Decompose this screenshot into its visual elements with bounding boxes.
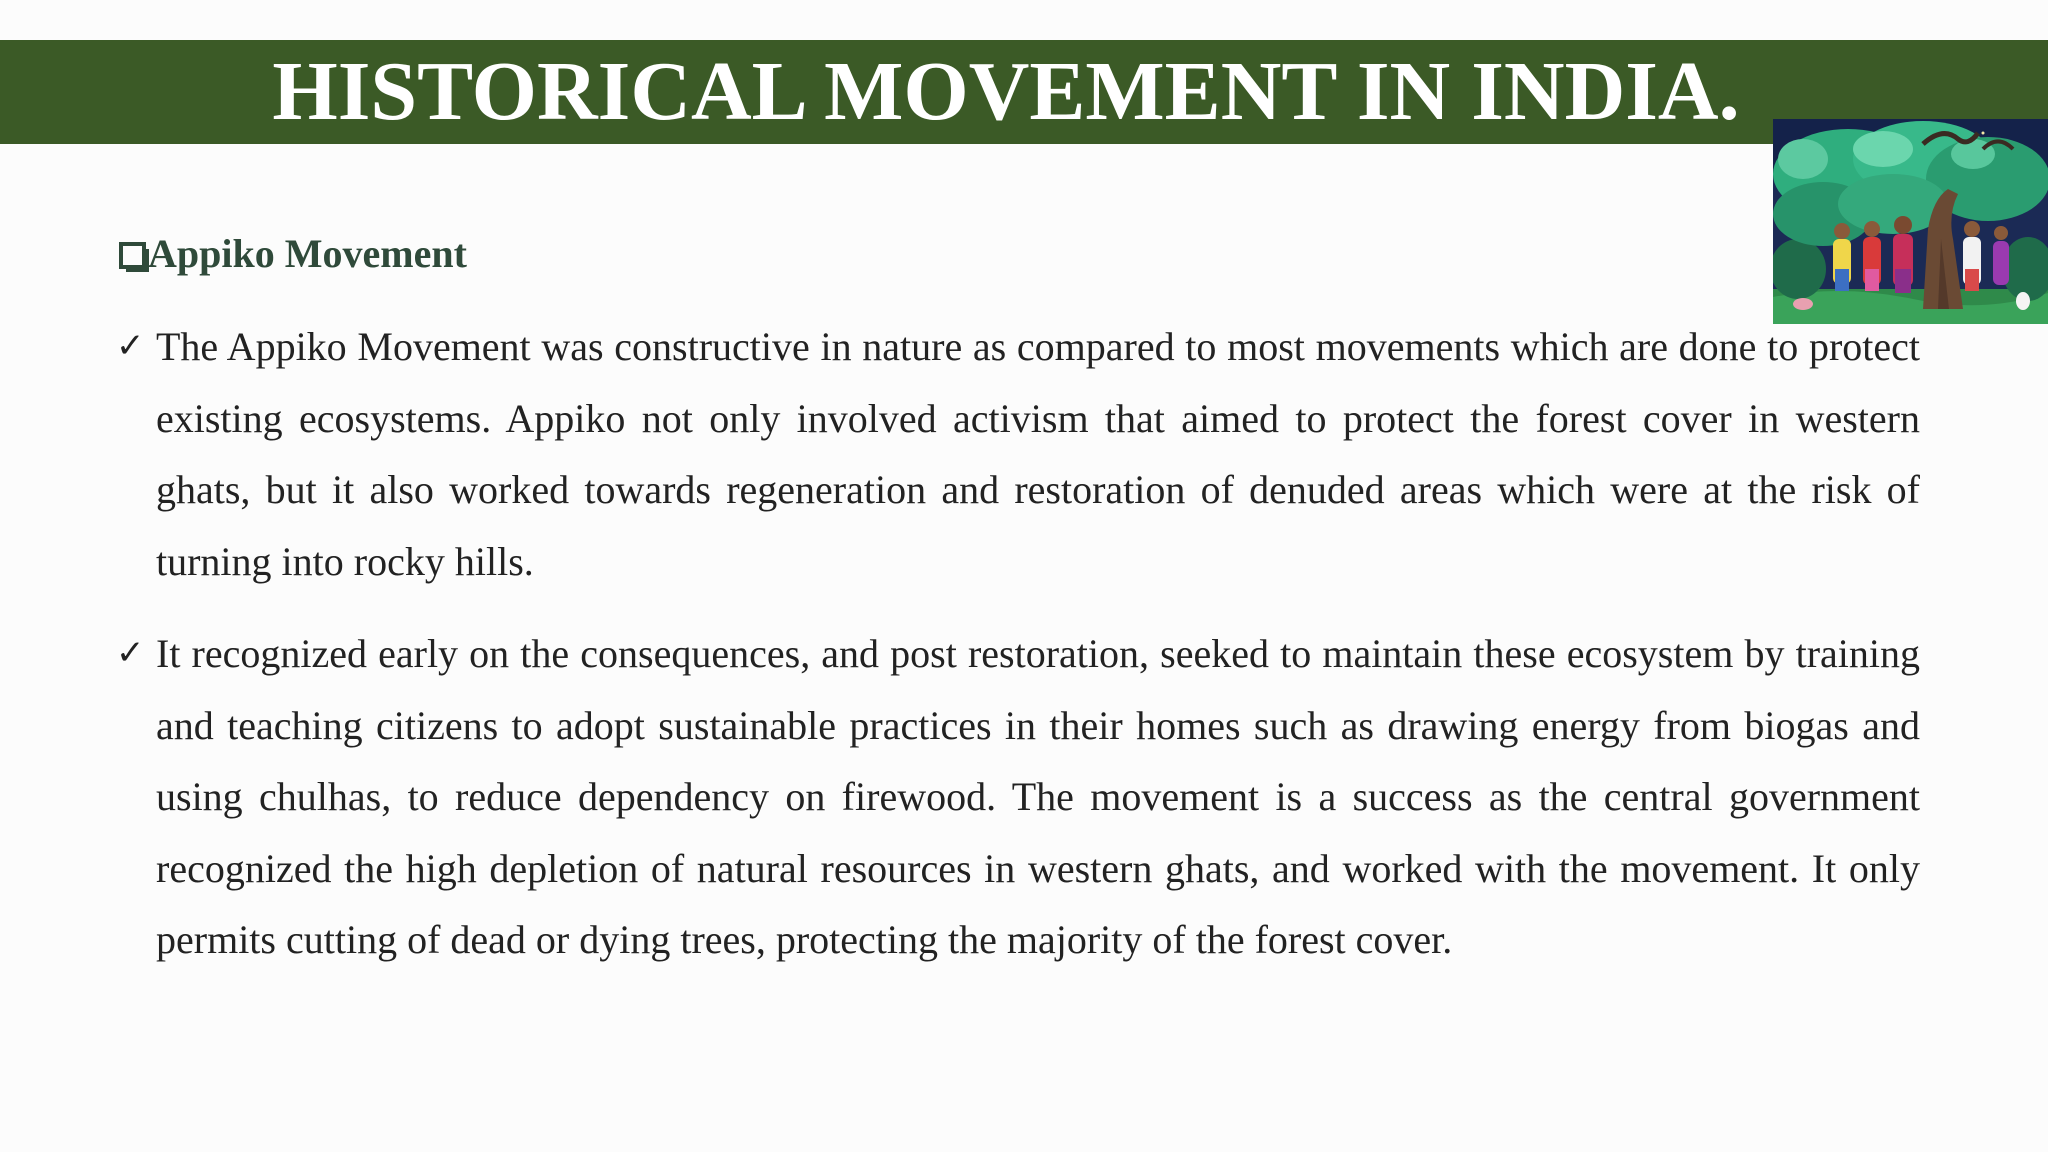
section-heading-label: Appiko Movement [148,231,467,276]
bullet-text: The Appiko Movement was constructive in nature as compared to most movements which are done to protect existing ecosystems. Appiko not only involved activism that aimed to protect the forest cover in western ghats, but it also worked towards regeneration and restoration of denuded areas which were at the risk of turning into rocky hills. [156,324,1920,584]
bullet-text: It recognized early on the consequences, and post restoration, seeked to maintain these ecosystem by training and teaching citizens to adopt sustainable practices in their homes such as drawing energy from biogas and using chulhas, to reduce dependency on firewood. The movement is a success as the central government recognized the high depletion of natural resources in western ghats, and worked with the movement. It only permits cutting of dead or dying trees, protecting the majority of the forest cover. [156,631,1920,962]
section-heading [119,226,467,282]
hollow-square-bullet-icon [119,242,146,269]
checkmark-icon: ✓ [116,326,145,366]
bullet-item [116,311,1920,597]
women-hugging-tree-illustration [1773,119,2048,324]
slide-title: HISTORICAL MOVEMENT IN INDIA. [272,45,1740,138]
bullet-item [116,618,1920,976]
checkmark-icon: ✓ [116,633,145,673]
